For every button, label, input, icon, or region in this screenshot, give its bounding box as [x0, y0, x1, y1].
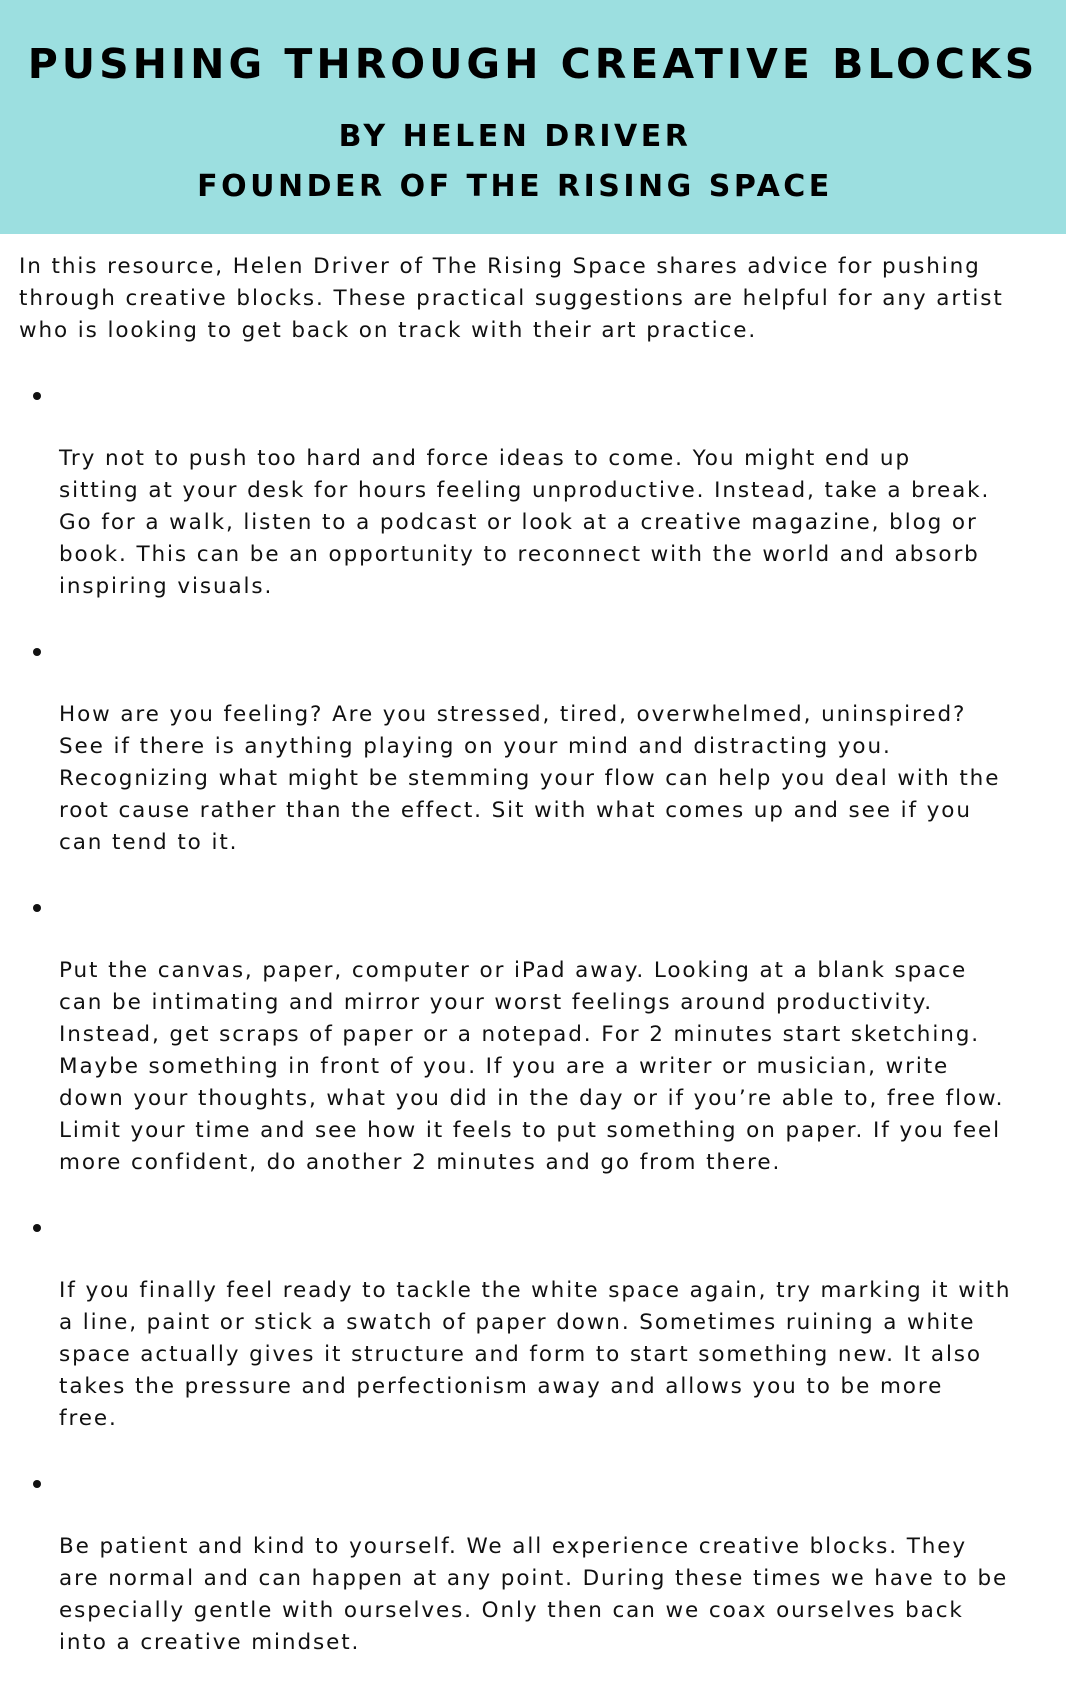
tips-list [0, 379, 1066, 1691]
tip-text: Try not to push too hard and force ideas to come. You might end up sitting at your desk for hours feeling unproductive. Instead, take a break. Go for a walk, listen to a podcast or look at a creative magazine, blog or book. This can be an opportunity to reconnect with the world and absorb inspiring visuals. [59, 446, 991, 599]
page-title: PUSHING THROUGH CREATIVE BLOCKS [27, 40, 1039, 88]
intro-paragraph: In this resource, Helen Driver of The Rising Space shares advice for pushing through creative blocks. These practical suggestions are helpful for any artist who is looking to get back on track with their art practice. [19, 254, 1004, 343]
list-item [0, 635, 1066, 859]
bullet-icon [33, 1224, 41, 1232]
tip-text: Be patient and kind to yourself. We all experience creative blocks. They are normal and can happen at any point. During these times we have to be especially gentle with ourselves. Only then can we coax ourselves back into a creative mindset. [59, 1534, 1009, 1655]
tip-text: How are you feeling? Are you stressed, tired, overwhelmed, uninspired? See if there is anything playing on your mind and distracting you. Recognizing what might be stemming your flow can help you deal with the root cause rather than the effect. Sit with what comes up and see if you can tend to it. [59, 702, 1001, 855]
tip-text: If you finally feel ready to tackle the white space again, try marking it with a line, paint or stick a swatch of paper down. Sometimes ruining a white space actually gives it structure and form to start something new. It also takes the pressure and perfectionism away and allows you to be more free. [59, 1278, 1012, 1431]
list-item [0, 891, 1066, 1179]
tip-text: Put the canvas, paper, computer or iPad away. Looking at a blank space can be intimating and mirror your worst feelings around productivity. Instead, get scraps of paper or a notepad. For 2 minutes start sketching. Maybe something in front of you. If you are a writer or musician, write down your thoughts, what you did in the day or if you’re able to, free flow. Limit your time and see how it feels to put something on paper. If you feel more confident, do another 2 minutes and go from there. [59, 958, 1005, 1175]
byline [0, 112, 1030, 212]
bullet-icon [33, 392, 41, 400]
bullet-icon [33, 904, 41, 912]
bullet-icon [33, 1480, 41, 1488]
list-item [0, 1467, 1066, 1659]
bullet-icon [33, 648, 41, 656]
author-line: BY HELEN DRIVER [338, 119, 692, 154]
header-banner [0, 0, 1066, 234]
list-item [0, 1211, 1066, 1435]
author-role-line: FOUNDER OF THE RISING SPACE [197, 169, 833, 204]
list-item [0, 379, 1066, 603]
